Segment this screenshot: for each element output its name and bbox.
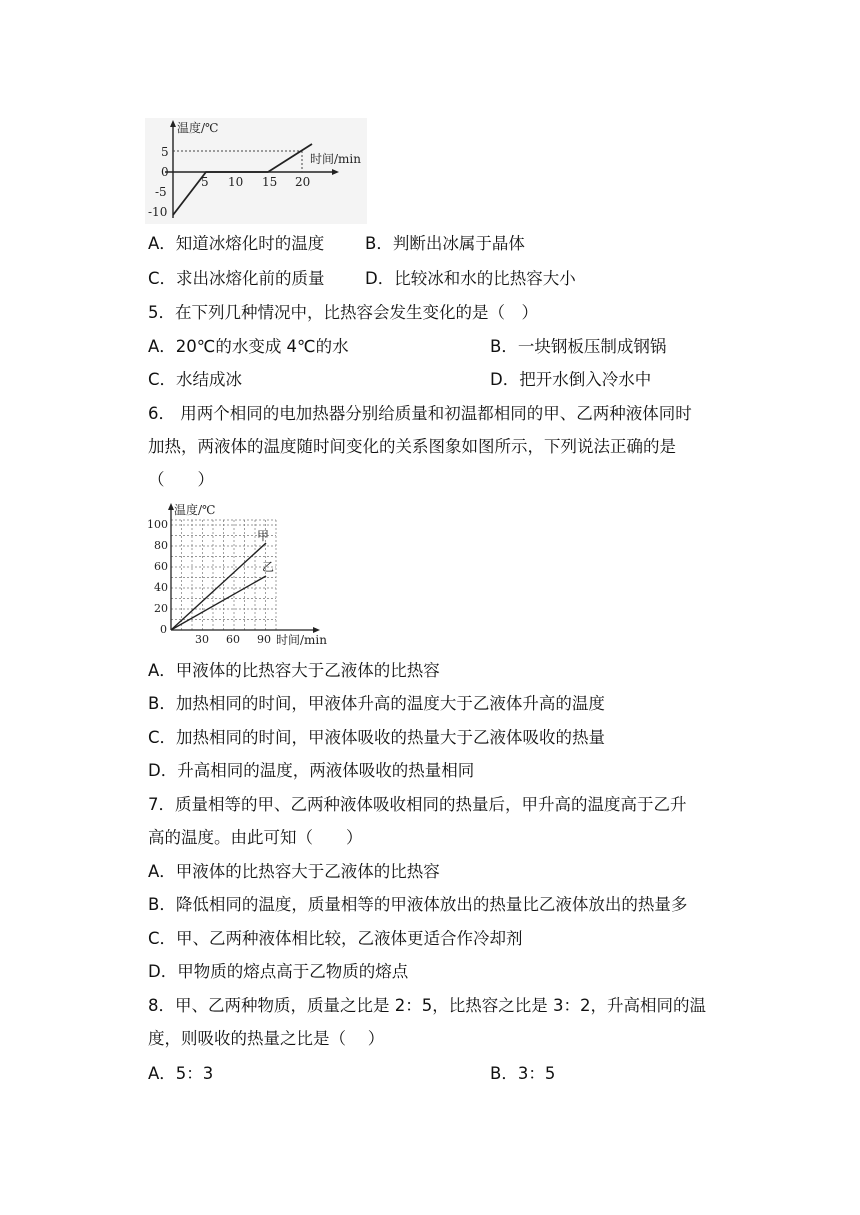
y-tick-20: 20 — [154, 602, 168, 615]
ice-melting-graph — [145, 118, 367, 224]
q6-option-a: A．甲液体的比热容大于乙液体的比热容 — [148, 661, 440, 680]
series-jia-line — [171, 543, 266, 630]
x-tick-15: 15 — [262, 175, 278, 189]
q4-option-c: C．求出冰熔化前的质量 — [148, 269, 325, 288]
y-tick-40: 40 — [154, 581, 168, 594]
q4-option-a: A．知道冰熔化时的温度 — [148, 234, 325, 253]
x-axis-label: 时间/min — [310, 152, 361, 166]
x-tick-30: 30 — [195, 633, 209, 646]
q7-option-b: B．降低相同的温度，质量相等的甲液体放出的热量比乙液体放出的热量多 — [148, 895, 688, 914]
q6-stem-line2: 加热，两液体的温度随时间变化的关系图象如图所示，下列说法正确的是 — [148, 437, 676, 456]
q5-option-c: C．水结成冰 — [148, 370, 243, 389]
q7-option-d: D．甲物质的熔点高于乙物质的熔点 — [148, 962, 409, 981]
q7-option-a: A．甲液体的比热容大于乙液体的比热容 — [148, 862, 440, 881]
x-tick-10: 10 — [228, 175, 244, 189]
y-tick-100: 100 — [147, 518, 168, 531]
q7-option-c: C．甲、乙两种液体相比较，乙液体更适合作冷却剂 — [148, 929, 523, 948]
q6-option-d: D．升高相同的温度，两液体吸收的热量相同 — [148, 761, 475, 780]
q8-option-b: B．3：5 — [490, 1064, 556, 1083]
q4-option-d: D．比较冰和水的比热容大小 — [365, 269, 576, 288]
q5-option-b: B．一块钢板压制成钢锅 — [490, 337, 667, 356]
y-tick-neg10: -10 — [148, 205, 168, 219]
q7-stem-line2: 高的温度。由此可知（ ） — [148, 828, 363, 847]
q8-stem-line1: 8．甲、乙两种物质，质量之比是 2：5，比热容之比是 3：2，升高相同的温 — [148, 996, 706, 1015]
q5-stem: 5．在下列几种情况中，比热容会发生变化的是（ ） — [148, 303, 538, 322]
y-tick-neg5: -5 — [155, 185, 167, 199]
x-tick-90: 90 — [257, 633, 271, 646]
x-tick-20: 20 — [295, 175, 311, 189]
series-yi-line — [171, 576, 266, 630]
y-tick-5: 5 — [161, 145, 169, 159]
series-yi-label: 乙 — [262, 560, 275, 574]
y-tick-0: 0 — [161, 165, 169, 179]
x-tick-60: 60 — [226, 633, 240, 646]
q5-option-a: A．20℃的水变成 4℃的水 — [148, 337, 349, 356]
q8-stem-line2: 度，则吸收的热量之比是（ ） — [148, 1029, 385, 1048]
heating-graph — [145, 500, 340, 650]
q6-option-b: B．加热相同的时间，甲液体升高的温度大于乙液体升高的温度 — [148, 694, 605, 713]
q6-option-c: C．加热相同的时间，甲液体吸收的热量大于乙液体吸收的热量 — [148, 728, 606, 747]
q6-stem-line3: （ ） — [148, 470, 214, 489]
x-tick-5: 5 — [201, 175, 209, 189]
series-jia-label: 甲 — [257, 529, 270, 543]
q4-option-b: B．判断出冰属于晶体 — [365, 234, 525, 253]
q6-stem-line1: 6． 用两个相同的电加热器分别给质量和初温都相同的甲、乙两种液体同时 — [148, 404, 692, 423]
y-tick-60: 60 — [154, 560, 168, 573]
y-axis-label: 温度/℃ — [177, 121, 219, 135]
q8-option-a: A．5：3 — [148, 1064, 214, 1083]
q5-option-d: D．把开水倒入冷水中 — [490, 370, 652, 389]
y-axis-label: 温度/℃ — [174, 503, 216, 517]
q7-stem-line1: 7．质量相等的甲、乙两种液体吸收相同的热量后，甲升高的温度高于乙升 — [148, 795, 687, 814]
y-tick-80: 80 — [154, 539, 168, 552]
x-axis-label: 时间/min — [276, 633, 327, 647]
y-tick-0: 0 — [160, 623, 167, 636]
